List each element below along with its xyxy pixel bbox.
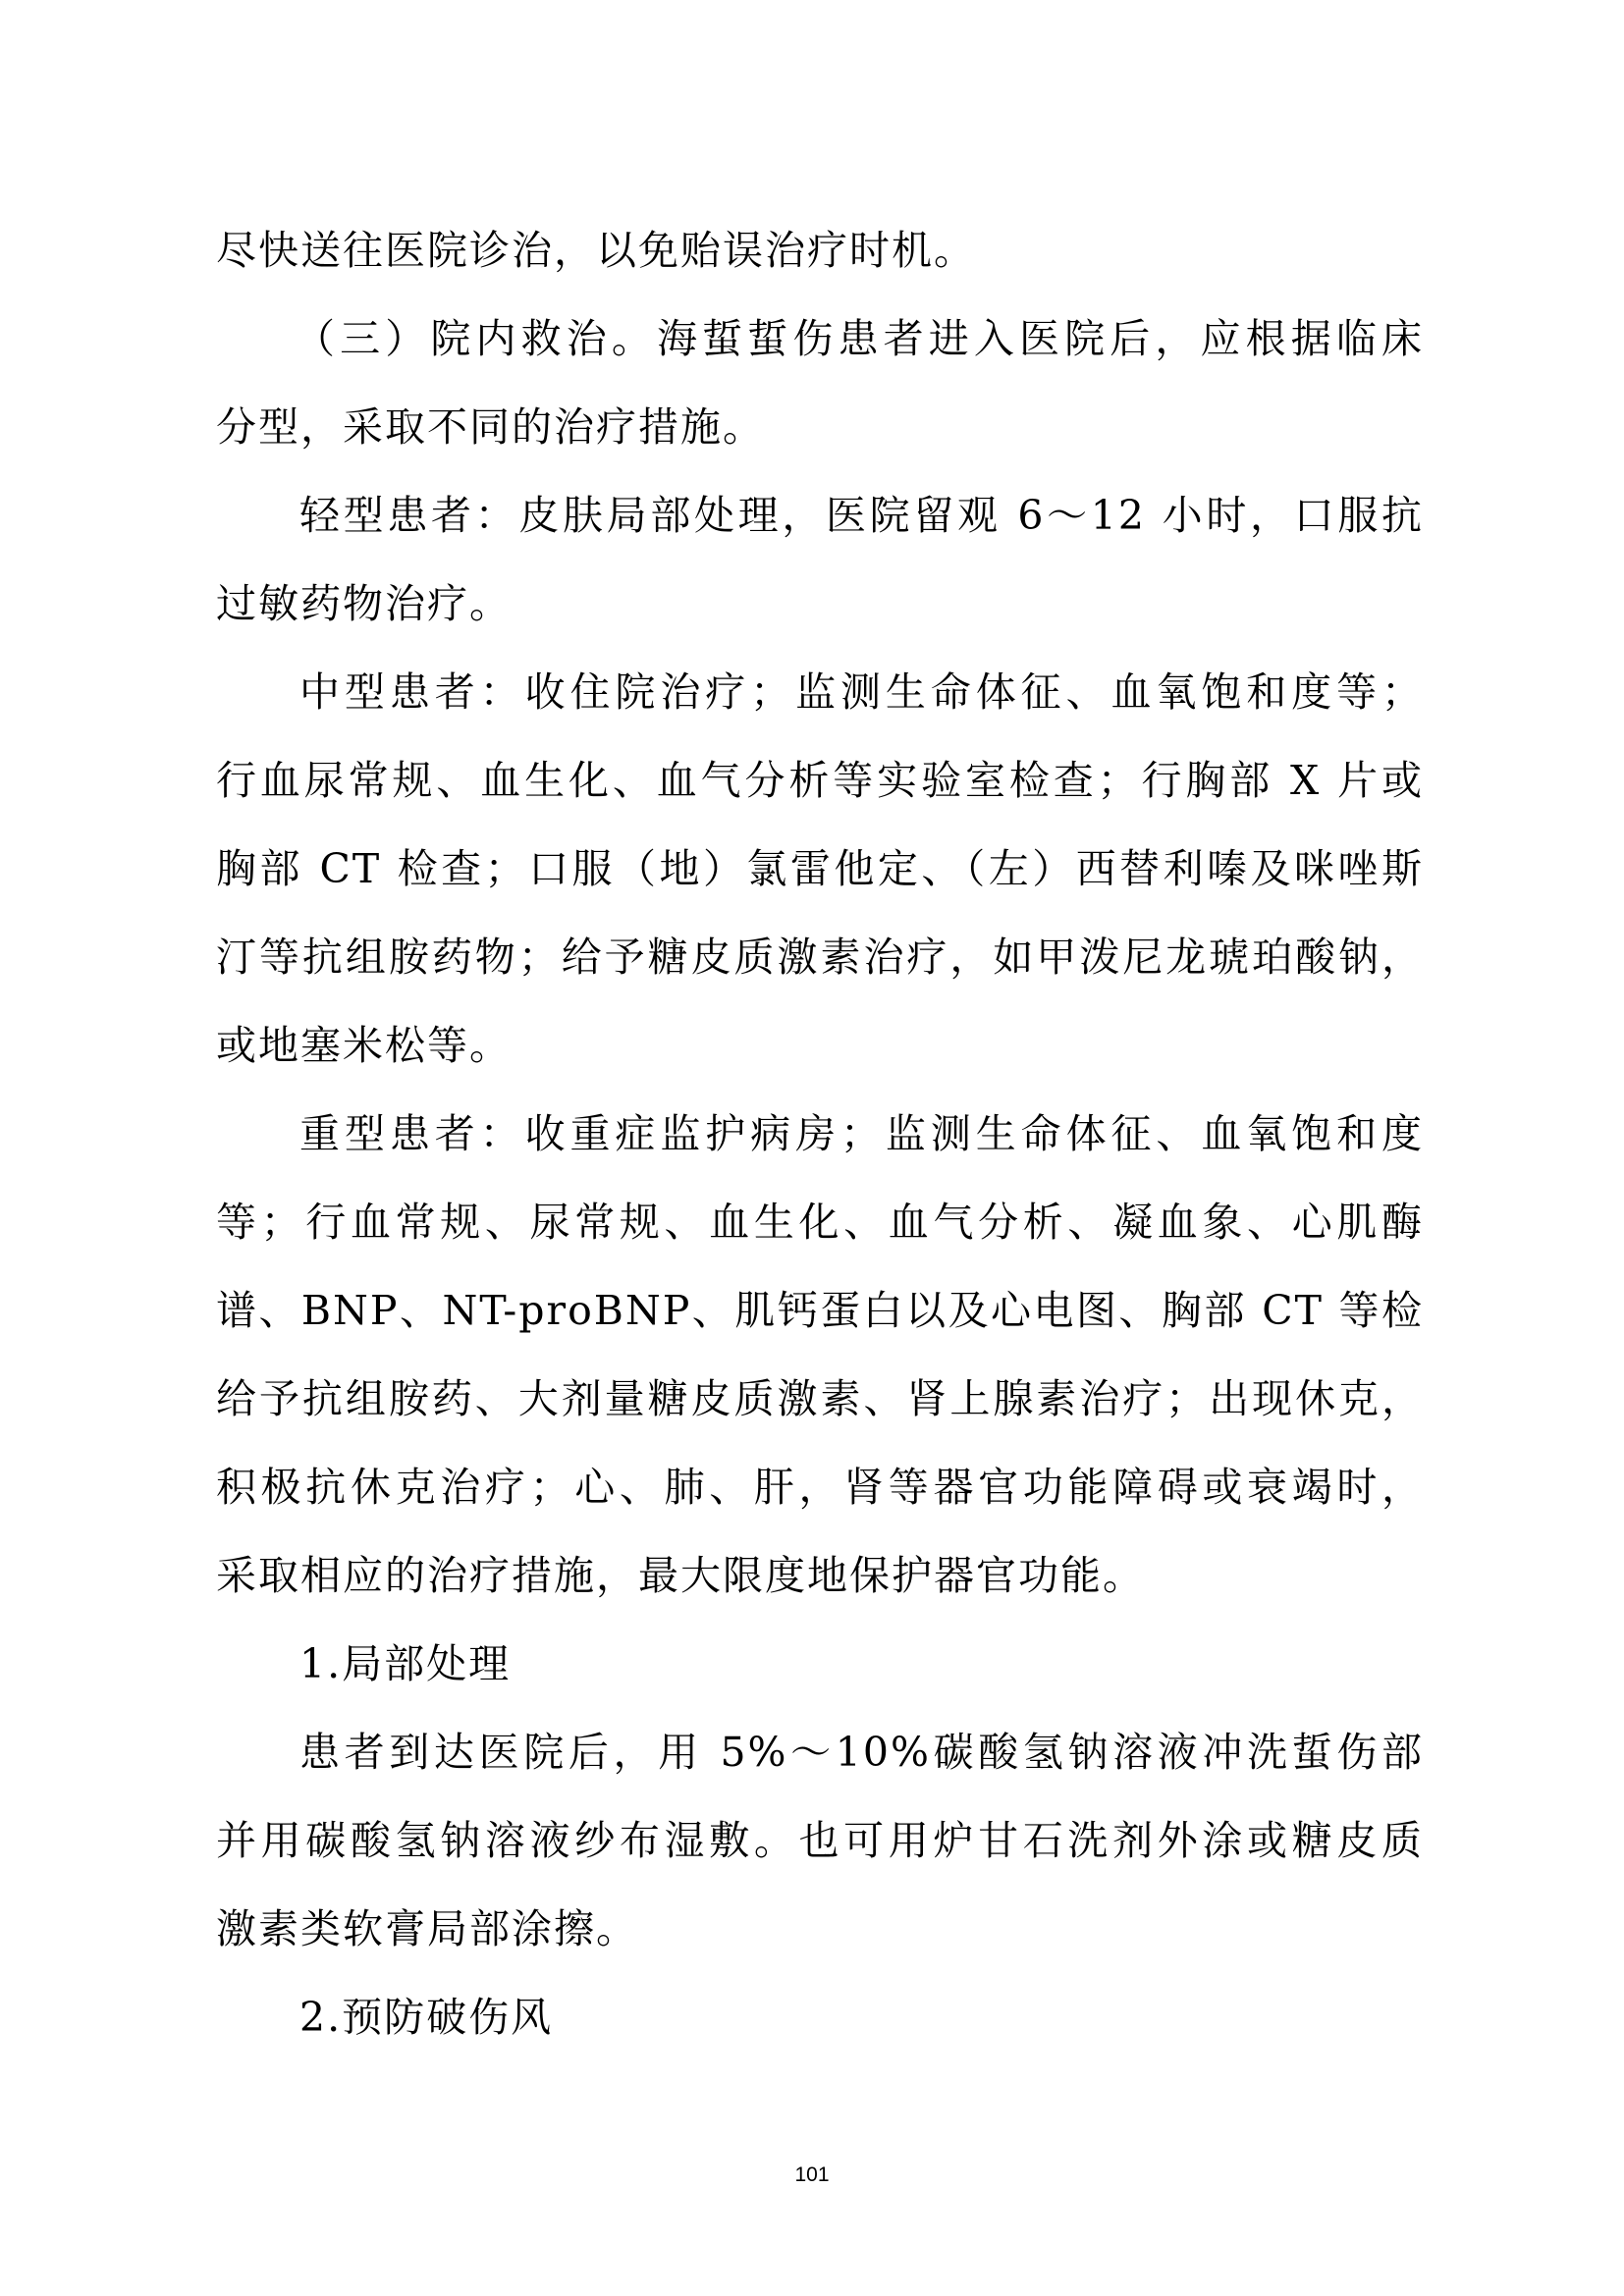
section-heading-1: 1.局部处理 bbox=[299, 1640, 512, 1687]
text-line-2: （三）院内救治。海蜇蜇伤患者进入医院后，应根据临床 bbox=[295, 315, 1424, 362]
text-line-16: 采取相应的治疗措施，最大限度地保护器官功能。 bbox=[216, 1552, 1145, 1599]
text-line-14: 给予抗组胺药、大剂量糖皮质激素、肾上腺素治疗；出现休克， bbox=[216, 1375, 1424, 1422]
text-line-12: 等；行血常规、尿常规、血生化、血气分析、凝血象、心肌酶 bbox=[216, 1199, 1424, 1246]
text-line-19: 并用碳酸氢钠溶液纱布湿敷。也可用炉甘石洗剂外涂或糖皮质 bbox=[216, 1817, 1424, 1864]
text-line-3: 分型，采取不同的治疗措施。 bbox=[216, 403, 765, 451]
text-line-9: 汀等抗组胺药物；给予糖皮质激素治疗，如甲泼尼龙琥珀酸钠， bbox=[216, 934, 1424, 981]
section-heading-2: 2.预防破伤风 bbox=[299, 1994, 554, 2041]
text-line-7: 行血尿常规、血生化、血气分析等实验室检查；行胸部 X 片或 bbox=[216, 757, 1424, 804]
text-line-6: 中型患者：收住院治疗；监测生命体征、血氧饱和度等； bbox=[299, 668, 1424, 716]
text-line-10: 或地塞米松等。 bbox=[216, 1022, 512, 1069]
text-line-5: 过敏药物治疗。 bbox=[216, 580, 512, 627]
text-line-8: 胸部 CT 检查；口服（地）氯雷他定、（左）西替利嗪及咪唑斯 bbox=[216, 845, 1424, 892]
text-line-4: 轻型患者：皮肤局部处理，医院留观 6～12 小时，口服抗 bbox=[299, 492, 1424, 539]
text-line-15: 积极抗休克治疗；心、肺、肝，肾等器官功能障碍或衰竭时， bbox=[216, 1464, 1424, 1511]
text-line-11: 重型患者：收重症监护病房；监测生命体征、血氧饱和度 bbox=[299, 1110, 1424, 1157]
text-line-18: 患者到达医院后，用 5%～10%碳酸氢钠溶液冲洗蜇伤部 bbox=[299, 1729, 1424, 1776]
text-line-13: 谱、BNP、NT-proBNP、肌钙蛋白以及心电图、胸部 CT 等检 bbox=[216, 1287, 1424, 1334]
text-line-20: 激素类软膏局部涂擦。 bbox=[216, 1905, 638, 1952]
page-number: 101 bbox=[794, 2163, 830, 2186]
text-line-1: 尽快送往医院诊治，以免贻误治疗时机。 bbox=[216, 227, 976, 274]
